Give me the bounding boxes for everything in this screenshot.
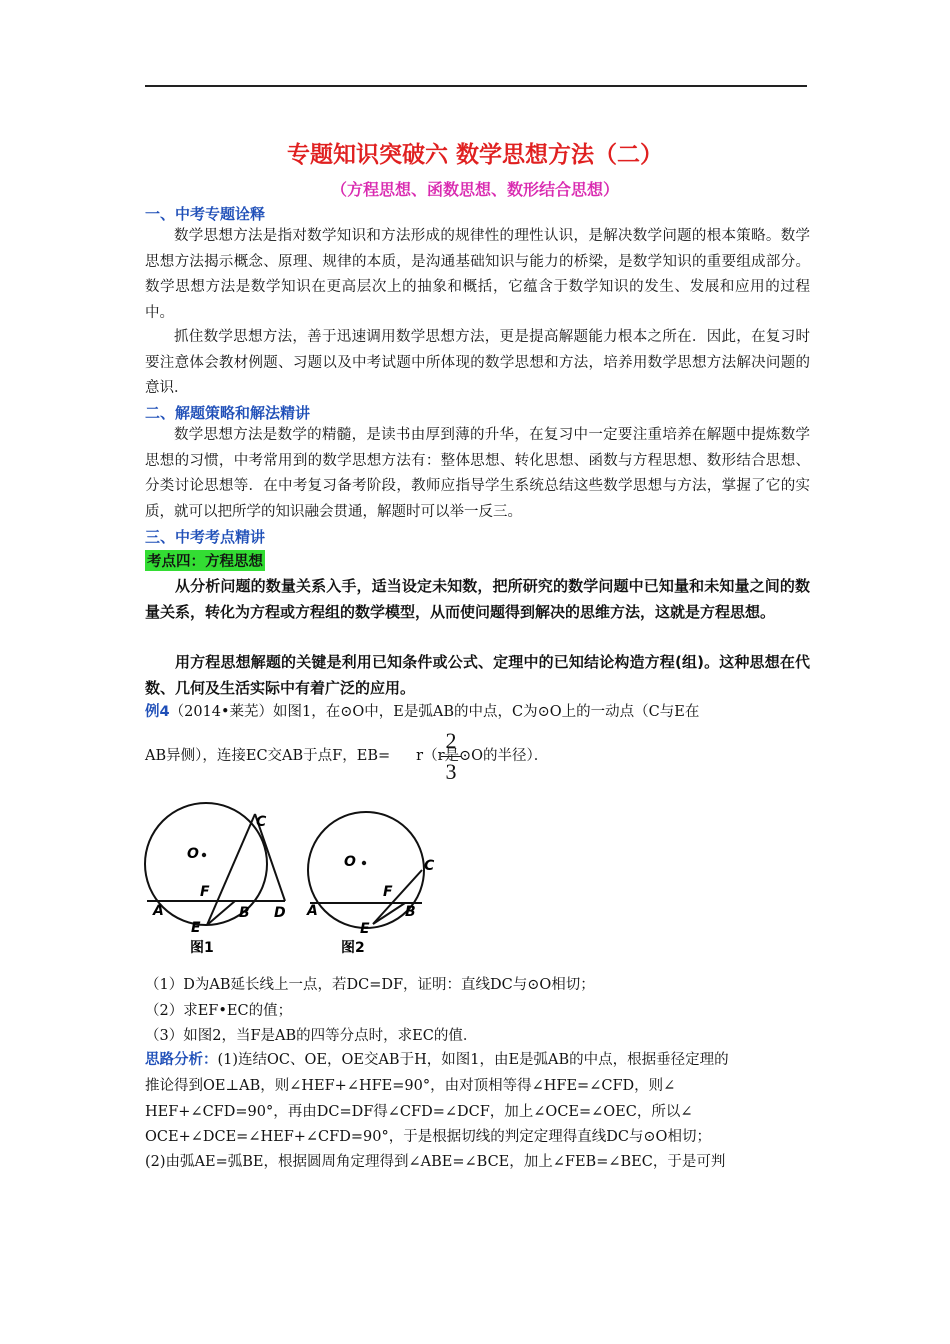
analysis-line5: (2)由弧AE=弧BE，根据圆周角定理得到∠ABE=∠BCE，加上∠FEB=∠BEC，于是可判: [145, 1154, 726, 1170]
center-dot-fig2: [362, 861, 366, 865]
analysis-line3: HEF+∠CFD=90°，再由DC=DF得∠CFD=∠DCF，加上∠OCE=∠OEC，所以∠: [145, 1104, 693, 1120]
figure-2: [295, 800, 455, 965]
section2-heading: 二、解题策略和解法精讲: [145, 404, 311, 422]
center-dot-fig1: [202, 853, 206, 857]
figure-1: [135, 800, 305, 965]
label-D-fig1: D: [274, 905, 286, 921]
label-C-fig2: C: [424, 858, 435, 874]
label-O-fig1: O: [187, 846, 199, 862]
label-B-fig1: B: [239, 905, 250, 921]
analysis-label: 思路分析：: [145, 1052, 218, 1068]
header-rule: [145, 85, 807, 87]
label-A-fig1: A: [153, 903, 164, 919]
section1-paragraph1: 数学思想方法是指对数学知识和方法形成的规律性的理性认识，是解决数学问题的根本策略。数学思想方法揭示概念、原理、规律的本质，是沟通基础知识与能力的桥梁，是数学知识的重要组成部分。数学思想方法是数学知识在更高层次上的抽象和概括，它蕴含于数学知识的发生、发展和应用的过程中。: [145, 228, 810, 321]
label-O-fig2: O: [344, 854, 356, 870]
section2-paragraph1: 数学思想方法是数学的精髓，是读书由厚到薄的升华，在复习中一定要注重培养在解题中提炼数学思想的习惯，中考常用到的数学思想方法有：整体思想、转化思想、函数与方程思想、数形结合思想、分类讨论思想等．在中考复习备考阶段，教师应指导学生系统总结这些数学思想与方法，掌握了它的实质，就可以把所学的知识融会贯通，解题时可以举一反三。: [145, 427, 810, 520]
topic-highlight: 考点四：方程思想: [145, 550, 265, 571]
example-line2: AB异侧），连接EC交AB于点F，EB= r（r是⊙O的半径）．: [145, 748, 549, 764]
example-line1: 例4（2014•莱芜）如图1，在⊙O中，E是弧AB的中点，C为⊙O上的一动点（C与E在: [145, 704, 700, 720]
label-F-fig1: F: [200, 884, 210, 900]
caption-fig2: 图2: [341, 940, 365, 956]
question-2: （2）求EF•EC的值；: [145, 1003, 293, 1019]
question-1: （1）D为AB延长线上一点，若DC=DF，证明：直线DC与⊙O相切；: [145, 977, 595, 993]
label-A-fig2: A: [307, 903, 318, 919]
caption-fig1: 图1: [190, 940, 214, 956]
example-label: 例4: [145, 704, 170, 720]
question-3: （3）如图2，当F是AB的四等分点时，求EC的值．: [145, 1028, 478, 1044]
label-B-fig2: B: [405, 904, 416, 920]
section3-paragraph2: 用方程思想解题的关键是利用已知条件或公式、定理中的已知结论构造方程(组)。这种思想在代数、几何及生活实际中有着广泛的应用。: [145, 653, 810, 697]
page-title: 专题知识突破六 数学思想方法（二）: [286, 142, 663, 168]
label-F-fig2: F: [383, 884, 393, 900]
section1-heading: 一、中考专题诠释: [145, 205, 266, 223]
section1-paragraph2: 抓住数学思想方法，善于迅速调用数学思想方法，更是提高解题能力根本之所在．因此，在复习时要注意体会教材例题、习题以及中考试题中所体现的数学思想和方法，培养用数学思想方法解决问题的意识．: [145, 329, 810, 396]
label-E-fig1: E: [191, 920, 201, 936]
section3-paragraph1: 从分析问题的数量关系入手，适当设定未知数，把所研究的数学问题中已知量和未知量之间的数量关系，转化为方程或方程组的数学模型，从而使问题得到解决的思维方法，这就是方程思想。: [145, 577, 810, 621]
analysis-line4: OCE+∠DCE=∠HEF+∠CFD=90°，于是根据切线的判定定理得直线DC与⊙O相切；: [145, 1129, 711, 1145]
analysis-line1: 思路分析：(1)连结OC、OE，OE交AB于H，如图1，由E是弧AB的中点，根据垂径定理的: [145, 1052, 729, 1068]
label-C-fig1: C: [256, 814, 267, 830]
label-E-fig2: E: [360, 921, 370, 937]
page-subtitle: （方程思想、函数思想、数形结合思想）: [330, 180, 619, 199]
section3-heading: 三、中考考点精讲: [145, 528, 266, 546]
analysis-line2: 推论得到OE⊥AB，则∠HEF+∠HFE=90°，由对顶相等得∠HFE=∠CFD，则∠: [145, 1078, 676, 1094]
fraction-two-thirds: 2 3: [441, 728, 461, 785]
